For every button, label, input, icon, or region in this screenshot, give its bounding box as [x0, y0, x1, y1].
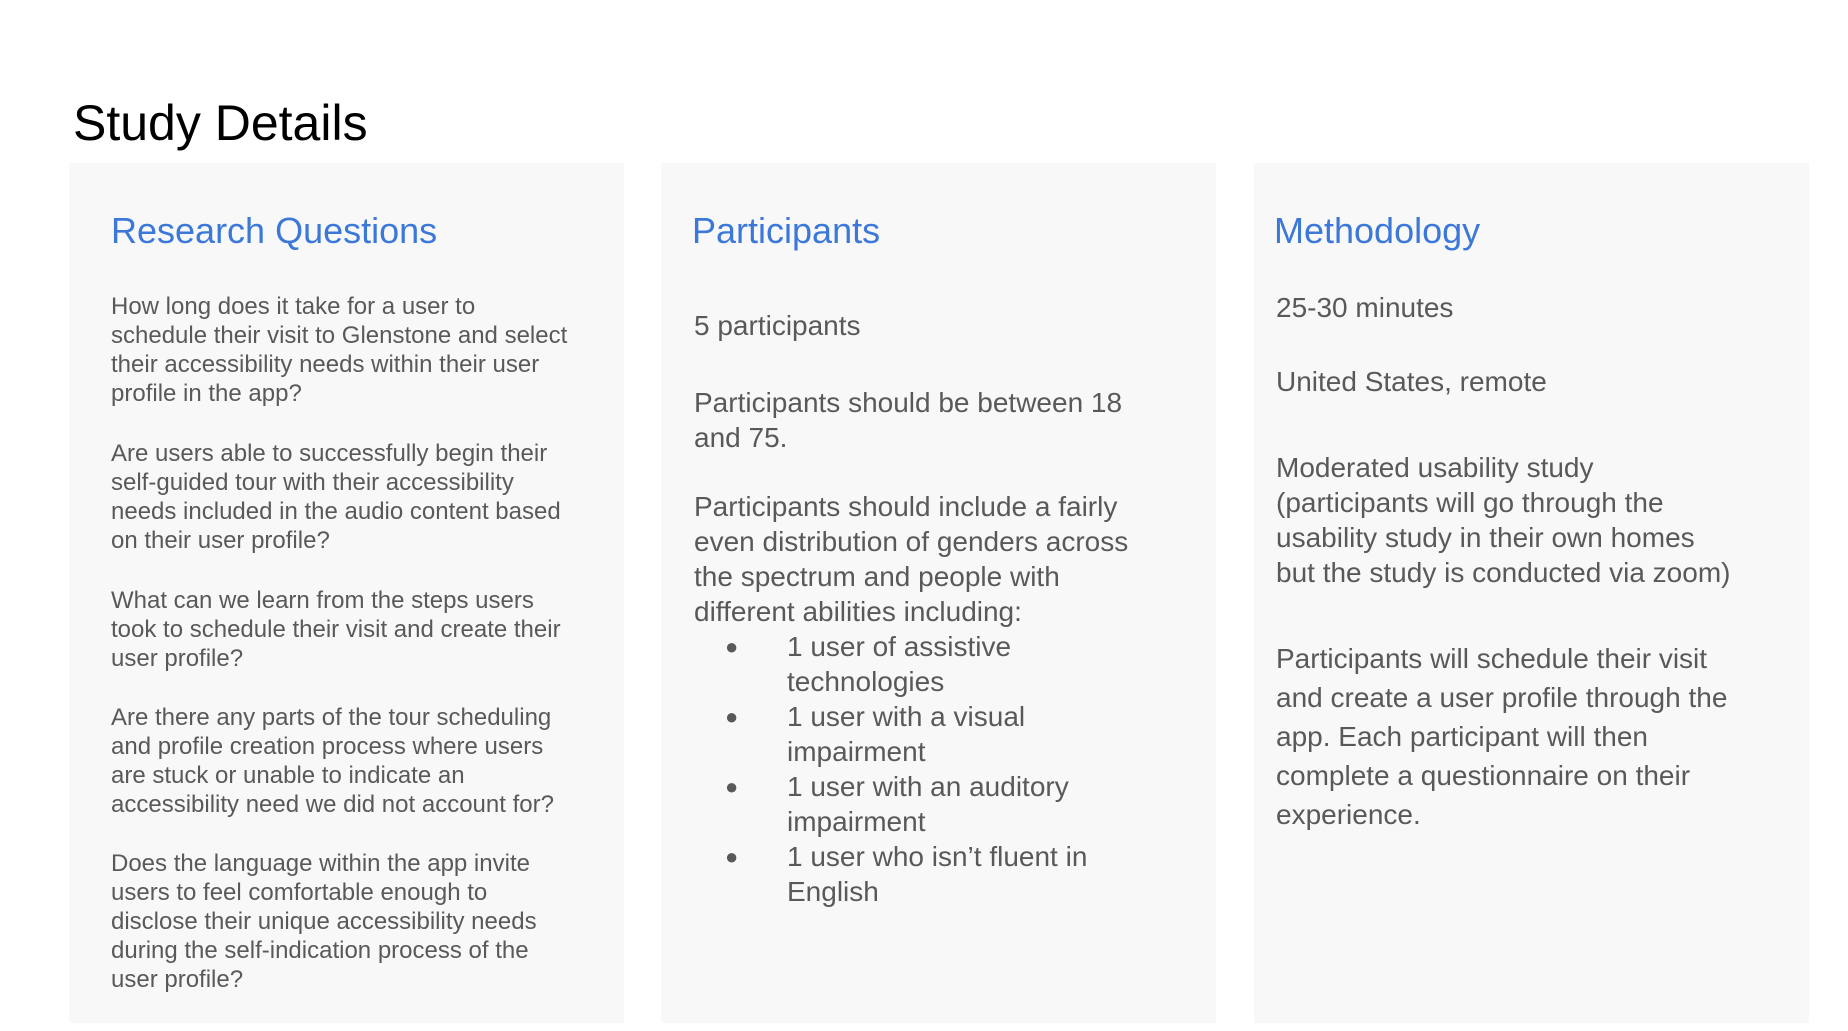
list-item: ● 1 user who isn’t fluent in English — [725, 841, 1088, 907]
bullet-icon: ● — [725, 844, 739, 869]
bullet-icon: ● — [725, 774, 739, 799]
abilities-list — [725, 629, 1088, 909]
research-question-1: How long does it take for a user to schedule their visit to Glenstone and select their accessibility needs within their user profile in the app? — [111, 293, 568, 407]
methodology-title: Methodology — [1274, 210, 1481, 251]
research-questions-card — [69, 163, 624, 1023]
bullet-icon: ● — [725, 704, 739, 729]
list-item: ● 1 user with a visual impairment — [725, 701, 1026, 767]
page-title: Study Details — [73, 95, 368, 151]
participant-distribution: Participants should include a fairly even distribution of genders across the spectrum and people with different abilities including: — [694, 491, 1129, 627]
participants-title: Participants — [692, 210, 881, 251]
research-question-4: Are there any parts of the tour scheduling and profile creation process where users are stuck or unable to indicate an accessibility need we did not account for? — [111, 704, 554, 818]
study-location: United States, remote — [1276, 366, 1547, 397]
research-question-5: Does the language within the app invite users to feel comfortable enough to disclose their unique accessibility needs during the self-indication process of the user profile? — [111, 850, 537, 993]
research-question-3: What can we learn from the steps users took to schedule their visit and create their user profile? — [111, 587, 561, 672]
study-type: Moderated usability study (participants will go through the usability study in their own homes but the study is conducted via zoom) — [1276, 452, 1731, 588]
participant-age-range: Participants should be between 18 and 75. — [694, 387, 1123, 453]
participants-card — [661, 163, 1216, 1023]
participant-count: 5 participants — [694, 310, 861, 341]
list-item: ● 1 user of assistive technologies — [725, 631, 1012, 697]
bullet-icon: ● — [725, 634, 739, 659]
research-questions-title: Research Questions — [111, 210, 438, 251]
list-item: ● 1 user with an auditory impairment — [725, 771, 1069, 837]
study-process: Participants will schedule their visit and create a user profile through the app. Each participant will then complete a questionnaire on their experience. — [1276, 643, 1728, 830]
methodology-card — [1254, 163, 1809, 1023]
research-question-2: Are users able to successfully begin their self-guided tour with their accessibility needs included in the audio content based on their user profile? — [111, 440, 561, 554]
study-duration: 25-30 minutes — [1276, 292, 1454, 323]
